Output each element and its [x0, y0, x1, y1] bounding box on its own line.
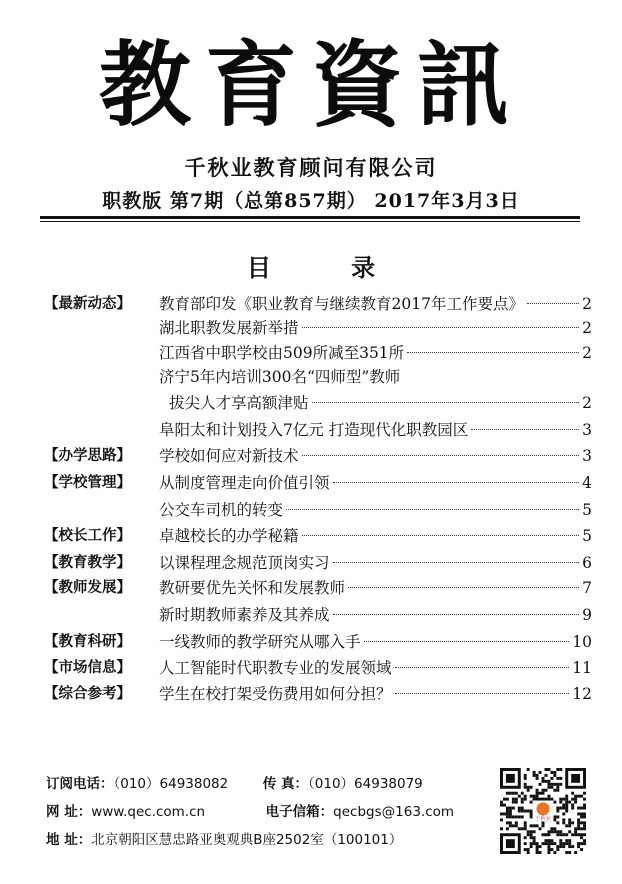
toc-category: 【教师发展】 — [44, 580, 131, 596]
email-value[interactable]: qecbgs@163.com — [333, 804, 455, 820]
toc-entry[interactable] — [44, 656, 592, 680]
web-value[interactable]: www.qec.com.cn — [91, 804, 206, 820]
toc-page-number: 5 — [582, 527, 592, 545]
toc-entry-title[interactable]: 人工智能时代职教专业的发展领域 — [159, 659, 392, 677]
footer-address-row — [46, 828, 402, 848]
toc-page-number: 5 — [582, 501, 592, 519]
phone-value: （010）64938082 — [113, 776, 229, 792]
address-value: 北京朝阳区慧忠路亚奥观典B座2502室（100101） — [91, 832, 403, 848]
toc-page-number: 2 — [582, 344, 592, 362]
header-rule-thick — [40, 216, 580, 219]
toc-entry-title[interactable]: 江西省中职学校由509所减至351所 — [159, 344, 405, 362]
toc-leader-dots — [333, 614, 580, 615]
toc-leader-dots — [302, 535, 580, 536]
toc-entry[interactable] — [44, 316, 592, 340]
toc-page-number: 9 — [582, 606, 592, 624]
toc-category: 【市场信息】 — [44, 660, 131, 676]
toc-leader-dots — [471, 429, 579, 430]
toc-entry-title[interactable]: 以课程理念规范顶岗实习 — [159, 554, 330, 572]
toc-leader-dots — [333, 562, 580, 563]
toc-leader-dots — [527, 303, 579, 304]
toc-leader-dots — [395, 693, 570, 694]
toc-category: 【综合参考】 — [44, 686, 131, 702]
company-name: 千秋业教育顾问有限公司 — [184, 155, 438, 180]
toc-leader-dots — [333, 482, 580, 483]
toc-leader-dots — [407, 352, 579, 353]
toc-page-number: 2 — [582, 394, 592, 412]
toc-page-number: 6 — [582, 554, 592, 572]
toc-entry-title[interactable]: 教研要优先关怀和发展教师 — [159, 579, 346, 597]
qr-logo-icon — [536, 802, 549, 815]
toc-entry-title[interactable]: 卓越校长的办学秘籍 — [159, 527, 299, 545]
toc-entry-title[interactable]: 拔尖人才享高额津贴 — [169, 394, 309, 412]
toc-entry[interactable] — [44, 498, 592, 522]
toc-entry-title[interactable]: 一线教师的教学研究从哪入手 — [159, 633, 361, 651]
toc-entry[interactable] — [44, 292, 592, 316]
toc-entry[interactable] — [44, 444, 592, 468]
toc-entry[interactable] — [44, 524, 592, 548]
toc-entry[interactable] — [44, 471, 592, 495]
toc-entry-title[interactable]: 济宁5年内培训300名“四师型”教师 — [159, 368, 401, 386]
fax-label: 传 真： — [262, 776, 309, 792]
toc-category: 【办学思路】 — [44, 448, 131, 464]
toc-category: 【教育教学】 — [44, 555, 131, 571]
toc-category: 【校长工作】 — [44, 528, 131, 544]
toc-leader-dots — [364, 641, 570, 642]
toc-page-number: 2 — [582, 295, 592, 313]
toc-entry[interactable] — [44, 418, 592, 442]
masthead-title: 教育資訊 — [98, 31, 523, 139]
toc-page-number: 4 — [582, 474, 592, 492]
toc-leader-dots — [395, 667, 570, 668]
toc-entry-title[interactable]: 湖北职教发展新举措 — [159, 319, 299, 337]
footer-web-row — [46, 800, 454, 820]
toc-title: 目 录 — [246, 253, 412, 282]
qr-logo-label: 千秋业 — [535, 816, 551, 823]
toc-page-number: 3 — [582, 421, 592, 439]
toc-leader-dots — [286, 509, 579, 510]
issue-line: 职教版 第7期（总第857期） 2017年3月3日 — [102, 190, 520, 212]
qr-code-icon — [500, 768, 586, 854]
phone-label: 订阅电话： — [46, 776, 114, 792]
toc-entry[interactable] — [44, 365, 592, 389]
toc-page-number: 2 — [582, 319, 592, 337]
fax-value: （010）64938079 — [308, 776, 423, 792]
toc-category: 【学校管理】 — [44, 475, 131, 491]
toc-entry[interactable] — [44, 682, 592, 706]
toc-entry[interactable] — [44, 341, 592, 365]
toc-leader-dots — [302, 455, 580, 456]
toc-entry-title[interactable]: 教育部印发《职业教育与继续教育2017年工作要点》 — [159, 295, 524, 313]
toc-leader-dots — [348, 587, 579, 588]
toc-leader-dots — [302, 327, 580, 328]
toc-entry-title[interactable]: 学校如何应对新技术 — [159, 447, 299, 465]
toc-entry[interactable] — [44, 391, 592, 415]
toc-entry-title[interactable]: 从制度管理走向价值引领 — [159, 474, 330, 492]
toc-entry-title[interactable]: 新时期教师素养及其养成 — [159, 606, 330, 624]
toc-entry[interactable] — [44, 551, 592, 575]
toc-page-number: 10 — [572, 633, 592, 651]
toc-entry-title[interactable]: 公交车司机的转变 — [159, 501, 284, 519]
email-label: 电子信箱： — [265, 804, 334, 820]
toc-page-number: 3 — [582, 447, 592, 465]
toc-page-number: 12 — [572, 685, 592, 703]
address-label: 地 址： — [46, 832, 92, 848]
toc-page-number: 11 — [572, 659, 592, 677]
toc-category: 【最新动态】 — [44, 296, 131, 312]
header-rule-thin — [40, 221, 580, 222]
toc-entry[interactable] — [44, 603, 592, 627]
toc-page-number: 7 — [582, 579, 592, 597]
web-label: 网 址： — [46, 804, 92, 820]
toc-entry-title[interactable]: 学生在校打架受伤费用如何分担？ — [159, 685, 392, 703]
toc-category: 【教育科研】 — [44, 634, 131, 650]
toc-entry[interactable] — [44, 630, 592, 654]
toc-entry[interactable] — [44, 576, 592, 600]
toc-leader-dots — [312, 402, 580, 403]
footer-contact-row — [46, 772, 423, 792]
toc-entry-title[interactable]: 阜阳太和计划投入7亿元 打造现代化职教园区 — [159, 421, 469, 439]
